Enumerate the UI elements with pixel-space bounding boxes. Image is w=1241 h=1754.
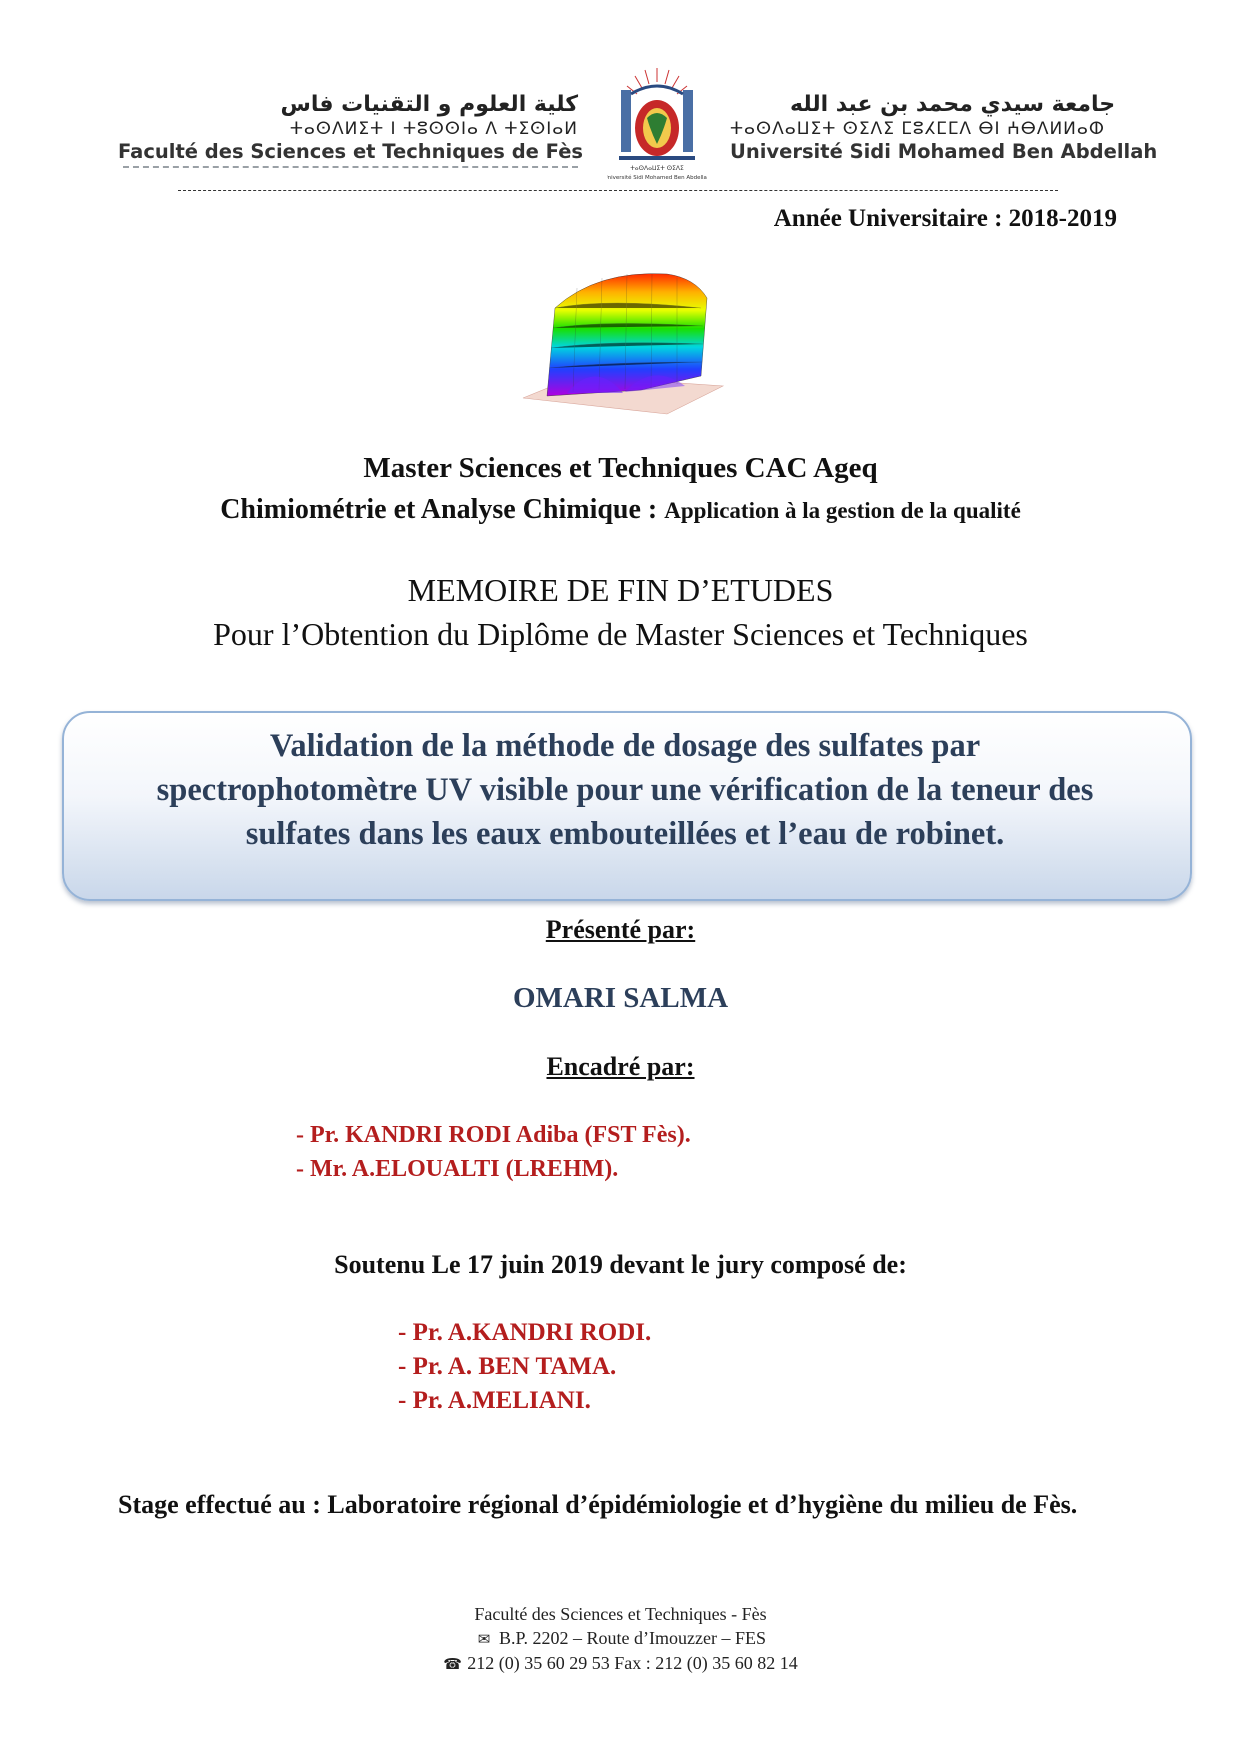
fst-arabic-name: كلية العلوم و التقنيات فاس: [280, 92, 578, 117]
thesis-title-line-1: Validation de la méthode de dosage des sulfates par: [269, 728, 981, 764]
usmba-header: [730, 92, 1158, 163]
svg-text:Université Sidi Mohamed Ben Ab: Université Sidi Mohamed Ben Abdellah: [607, 175, 707, 181]
fst-header: [118, 92, 584, 168]
footer-line-1: Faculté des Sciences et Techniques - Fès: [474, 1604, 767, 1624]
telephone-icon: ☎: [443, 1655, 462, 1673]
fst-tifinagh-name: ⵜⴰⵙⴷⵍⵉⵜ ⵏ ⵜⵓⵙⵙⵏⴰ ⴷ ⵜⵉⵙⵏⴰⵍ: [289, 119, 578, 139]
program-subtitle-small: Application à la gestion de la qualité: [664, 498, 1021, 523]
jury-list: [398, 1316, 651, 1418]
footer-line-2: [0, 1626, 1241, 1651]
3d-surface-plot-image: [517, 268, 727, 420]
thesis-title: [72, 724, 1178, 856]
fst-latin-name: Faculté des Sciences et Techniques de Fès: [118, 140, 584, 163]
supervisor-list: [296, 1118, 691, 1186]
internship-location: Stage effectué au : Laboratoire régional d’épidémiologie et d’hygiène du milieu de Fès.: [118, 1490, 1078, 1519]
presented-by-label: Présenté par:: [545, 915, 696, 944]
header-divider: [178, 190, 1058, 191]
jury-member: - Pr. A.KANDRI RODI.: [398, 1319, 652, 1346]
supervisor-item: - Pr. KANDRI RODI Adiba (FST Fès).: [296, 1122, 691, 1148]
footer-line-3: [0, 1651, 1241, 1676]
memoire-heading: MEMOIRE DE FIN D’ETUDES: [407, 572, 834, 608]
thesis-title-line-3: sulfates dans les eaux embouteillées et l’eau de robinet.: [245, 816, 1005, 852]
usmba-arabic-name: جامعة سيدي محمد بن عبد الله: [790, 92, 1116, 117]
university-crest-logo: [607, 60, 707, 185]
supervised-by-label: Encadré par:: [546, 1052, 695, 1081]
student-name: OMARI SALMA: [512, 982, 729, 1014]
program-subtitle-main: Chimiométrie et Analyse Chimique :: [220, 494, 665, 525]
supervisor-item: - Mr. A.ELOUALTI (LREHM).: [296, 1156, 619, 1182]
svg-text:ⵜⴰⵙⴷⴰⵡⵉⵜ ⵙⵉⴷⵉ: ⵜⴰⵙⴷⴰⵡⵉⵜ ⵙⵉⴷⵉ: [630, 165, 684, 172]
fst-underline: [123, 166, 578, 168]
mailbox-icon: ✉: [477, 1630, 491, 1648]
academic-year: Année Universitaire : 2018-2019: [773, 205, 1117, 232]
footer-address: [0, 1602, 1241, 1676]
jury-member: - Pr. A. BEN TAMA.: [398, 1353, 617, 1380]
defense-statement: Soutenu Le 17 juin 2019 devant le jury composé de:: [334, 1250, 907, 1279]
program-title: Master Sciences et Techniques CAC Ageq: [363, 452, 878, 484]
footer-postal: B.P. 2202 – Route d’Imouzzer – FES: [499, 1628, 766, 1648]
usmba-latin-name: Université Sidi Mohamed Ben Abdellah: [730, 140, 1158, 163]
usmba-tifinagh-name: ⵜⴰⵙⴷⴰⵡⵉⵜ ⵙⵉⴷⵉ ⵎⵓⵃⵎⵎⴷ ⴱⵏ ⵄⴱⴷⵍⵍⴰⵀ: [730, 119, 1105, 139]
thesis-title-line-2: spectrophotomètre UV visible pour une vérification de la teneur des: [156, 772, 1094, 808]
program-subtitle: [0, 494, 1241, 526]
jury-member: - Pr. A.MELIANI.: [398, 1387, 591, 1414]
footer-phone-fax: 212 (0) 35 60 29 53 Fax : 212 (0) 35 60 82 14: [467, 1653, 798, 1673]
memoire-purpose: Pour l’Obtention du Diplôme de Master Sciences et Techniques: [213, 616, 1028, 652]
